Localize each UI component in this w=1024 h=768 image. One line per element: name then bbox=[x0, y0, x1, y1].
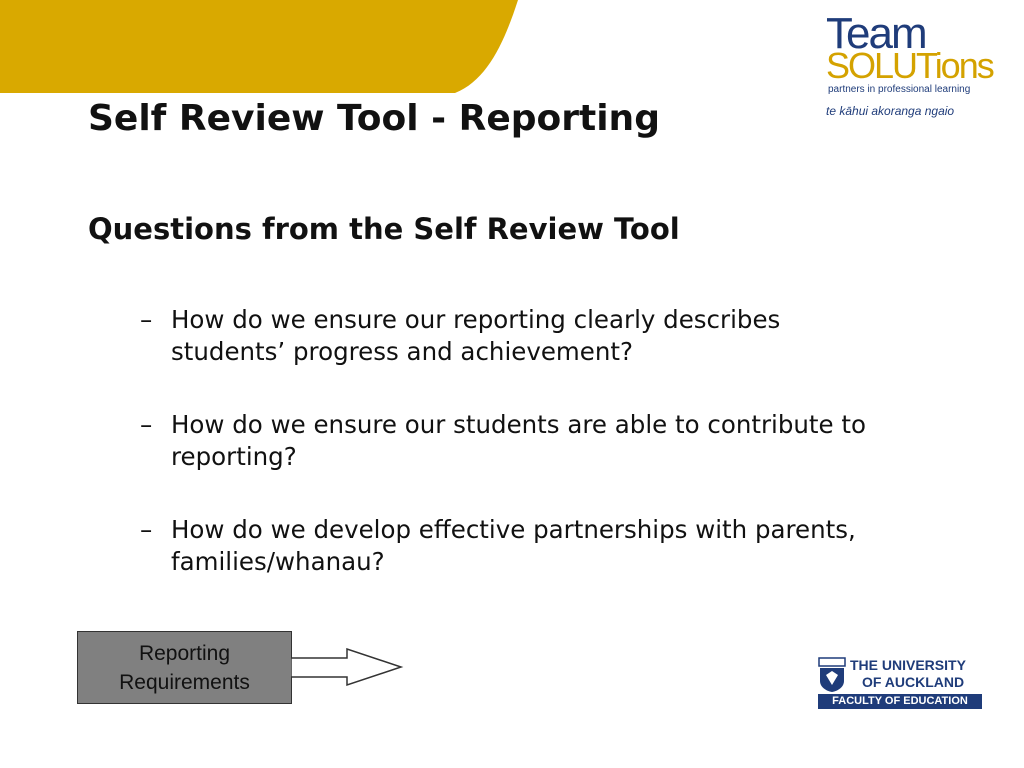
university-name-line2: OF AUCKLAND bbox=[862, 674, 965, 690]
logo-tagline: partners in professional learning bbox=[828, 84, 971, 95]
logo-team-word: Team bbox=[826, 9, 926, 58]
corner-decoration bbox=[0, 0, 530, 96]
bullet-dash: – bbox=[140, 515, 153, 544]
bullet-text: How do we ensure our reporting clearly describes students’ progress and achievement? bbox=[171, 305, 781, 366]
logo-maori-tagline: te kāhui akoranga ngaio bbox=[826, 104, 955, 118]
bullet-dash: – bbox=[140, 305, 153, 334]
bullet-text: How do we develop effective partnerships with parents, families/whanau? bbox=[171, 515, 856, 576]
faculty-banner: FACULTY OF EDUCATION bbox=[818, 694, 982, 709]
logo-solutions-word: SOLUTions bbox=[826, 45, 993, 86]
bullet-dash: – bbox=[140, 410, 153, 439]
list-item bbox=[140, 304, 900, 368]
right-arrow-icon bbox=[291, 648, 405, 688]
reporting-requirements-label: Reporting Requirements bbox=[119, 641, 250, 694]
list-item bbox=[140, 514, 900, 578]
reporting-requirements-box bbox=[77, 631, 292, 704]
university-auckland-logo bbox=[818, 657, 982, 709]
question-list bbox=[140, 304, 900, 619]
team-solutions-logo bbox=[822, 9, 993, 122]
list-item bbox=[140, 409, 900, 473]
university-crest-icon bbox=[818, 657, 846, 693]
slide-title: Self Review Tool - Reporting bbox=[88, 98, 660, 139]
slide-subtitle: Questions from the Self Review Tool bbox=[88, 212, 680, 246]
bullet-text: How do we ensure our students are able to contribute to reporting? bbox=[171, 410, 866, 471]
university-name-line1: THE UNIVERSITY bbox=[850, 657, 966, 673]
